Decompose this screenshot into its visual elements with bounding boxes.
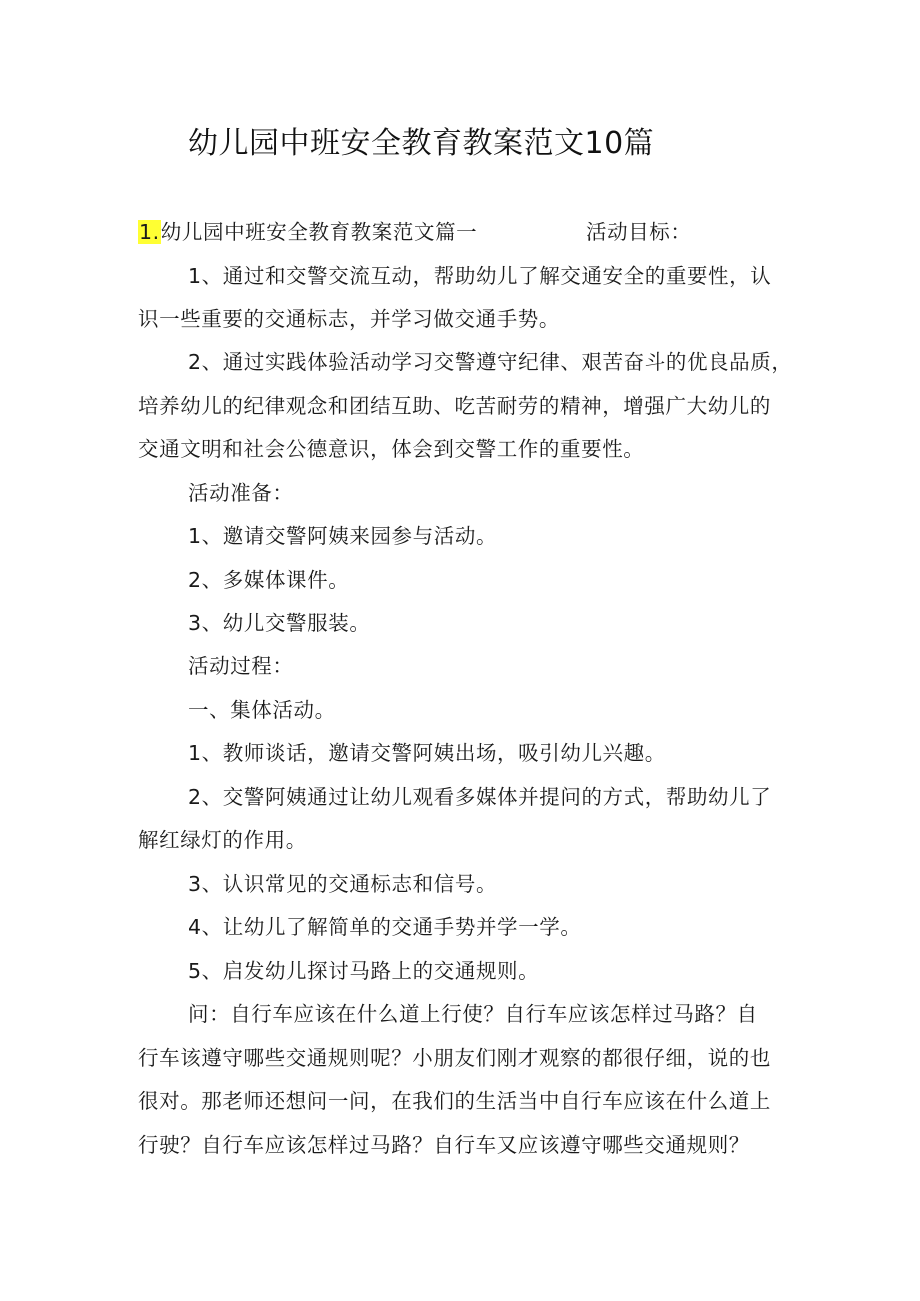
- paragraph-line: 解红绿灯的作用。: [138, 828, 307, 852]
- paragraph-line: 问：自行车应该在什么道上行使？自行车应该怎样过马路？自: [188, 1002, 758, 1026]
- list-item: 1、教师谈话，邀请交警阿姨出场，吸引幼儿兴趣。: [188, 741, 666, 765]
- list-item: 2、多媒体课件。: [188, 568, 350, 592]
- paragraph-line: 1、通过和交警交流互动，帮助幼儿了解交通安全的重要性，认: [188, 264, 772, 288]
- paragraph-line: 交通文明和社会公德意识，体会到交警工作的重要性。: [138, 437, 645, 461]
- subheading: 一、集体活动。: [188, 698, 336, 722]
- paragraph-line: 行车该遵守哪些交通规则呢？小朋友们刚才观察的都很仔细，说的也: [138, 1046, 771, 1070]
- section-right-label: 活动目标：: [586, 220, 692, 244]
- list-item: 4、让幼儿了解简单的交通手势并学一学。: [188, 915, 582, 939]
- subheading: 活动准备：: [188, 481, 294, 505]
- paragraph-line: 行驶？自行车应该怎样过马路？自行车又应该遵守哪些交通规则？: [138, 1133, 750, 1157]
- list-item: 3、认识常见的交通标志和信号。: [188, 872, 498, 896]
- paragraph-line: 培养幼儿的纪律观念和团结互助、吃苦耐劳的精神，增强广大幼儿的: [138, 394, 771, 418]
- list-item: 2、交警阿姨通过让幼儿观看多媒体并提问的方式，帮助幼儿了: [188, 785, 772, 809]
- list-item: 5、启发幼儿探讨马路上的交通规则。: [188, 959, 540, 983]
- section-number: 1.: [139, 220, 160, 244]
- paragraph-line: 识一些重要的交通标志，并学习做交通手势。: [138, 307, 560, 331]
- subheading: 活动过程：: [188, 654, 294, 678]
- paragraph-line: 很对。那老师还想问一问，在我们的生活当中自行车应该在什么道上: [138, 1089, 771, 1113]
- document-title: 幼儿园中班安全教育教案范文10篇: [188, 126, 655, 161]
- list-item: 1、邀请交警阿姨来园参与活动。: [188, 524, 498, 548]
- section-heading: [138, 218, 477, 246]
- paragraph-line: 2、通过实践体验活动学习交警遵守纪律、艰苦奋斗的优良品质，: [188, 350, 793, 374]
- section-heading-text: 幼儿园中班安全教育教案范文篇一: [160, 220, 478, 244]
- list-item: 3、幼儿交警服装。: [188, 611, 371, 635]
